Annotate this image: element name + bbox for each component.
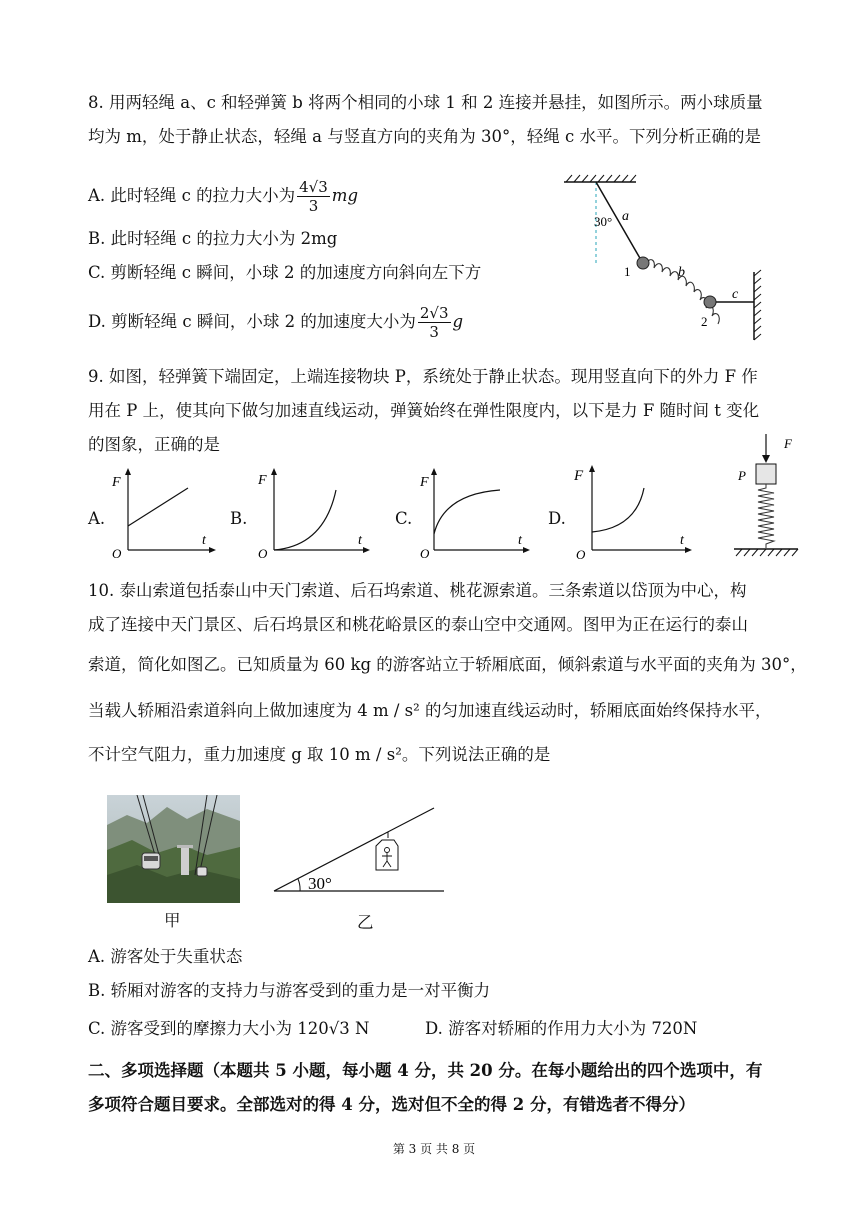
q10-stem-line2: 成了连接中天门景区、后石坞景区和桃花峪景区的泰山空中交通网。图甲为正在运行的泰山 xyxy=(88,615,748,634)
q10-stem-line1: 10. 泰山索道包括泰山中天门索道、后石坞索道、桃花源索道。三条索道以岱顶为中心，构 xyxy=(88,581,747,600)
q8-stem-line1: 8. 用两轻绳 a、c 和轻弹簧 b 将两个相同的小球 1 和 2 连接并悬挂，如图所示。两小球质量 xyxy=(88,93,763,112)
graph-c-f-label: F xyxy=(420,475,429,490)
graph-b-f-label: F xyxy=(258,473,267,488)
page-footer: 第 3 页 共 8 页 xyxy=(392,1142,476,1156)
q10-option-a: A. 游客处于失重状态 xyxy=(88,947,243,966)
graph-a-t-label: t xyxy=(202,533,206,548)
q9-stem-line3: 的图象，正确的是 xyxy=(88,435,220,454)
q8-option-a-fraction xyxy=(297,178,330,215)
q8-option-d-fraction xyxy=(418,304,451,341)
q9-stem-line2: 用在 P 上，使其向下做匀加速直线运动，弹簧始终在弹性限度内，以下是力 F 随时间 t 变化 xyxy=(88,401,760,420)
q9-option-b-label: B. xyxy=(230,509,248,528)
q8-option-a-denominator: 3 xyxy=(308,197,319,215)
q8-option-d-denominator: 3 xyxy=(429,323,439,341)
q9-figure-f-label: F xyxy=(784,436,792,451)
graph-a-f-label: F xyxy=(112,475,121,490)
ceiling xyxy=(564,175,636,182)
ball-2 xyxy=(704,296,716,308)
q8-option-d xyxy=(88,302,463,342)
q10-option-d: D. 游客对轿厢的作用力大小为 720N xyxy=(425,1019,698,1038)
label-ball-1: 1 xyxy=(624,264,631,279)
right-wall xyxy=(754,270,761,340)
q8-figure xyxy=(556,172,776,342)
label-a: a xyxy=(622,209,629,224)
graph-d-origin: O xyxy=(576,547,586,560)
q8-option-a-numerator: 4√3 xyxy=(299,178,328,196)
q8-option-a xyxy=(88,176,358,216)
q8-option-d-suffix: g xyxy=(452,312,464,331)
q8-option-a-prefix: A. 此时轻绳 c 的拉力大小为 xyxy=(88,186,296,205)
q9-graph-b xyxy=(254,466,374,558)
graph-b-origin: O xyxy=(258,546,268,558)
q9-option-a-label: A. xyxy=(88,509,106,528)
q9-option-c-label: C. xyxy=(395,509,413,528)
graph-d-f-label: F xyxy=(574,468,584,484)
q10-stem-line4: 当载人轿厢沿索道斜向上做加速度为 4 m / s² 的匀加速直线运动时，轿厢底面始终保持水平， xyxy=(88,701,772,720)
section2-line2: 多项符合题目要求。全部选对的得 4 分，选对但不全的得 2 分，有错选者不得分） xyxy=(88,1095,695,1114)
q10-option-b: B. 轿厢对游客的支持力与游客受到的重力是一对平衡力 xyxy=(88,981,491,1000)
q8-option-a-suffix: mg xyxy=(331,186,359,205)
q8-option-d-prefix: D. 剪断轻绳 c 瞬间，小球 2 的加速度大小为 xyxy=(88,312,416,331)
q10-stem-line3: 索道，简化如图乙。已知质量为 60 kg 的游客站立于轿厢底面，倾斜索道与水平面的夹角为 30°， xyxy=(88,655,807,674)
q9-graph-a xyxy=(108,466,218,558)
incline-angle-label: 30° xyxy=(308,874,332,893)
q9-stem-line1: 9. 如图，轻弹簧下端固定，上端连接物块 P，系统处于静止状态。现用竖直向下的外力 F 作 xyxy=(88,367,758,386)
incline-figure xyxy=(270,800,450,900)
q8-option-d-numerator: 2√3 xyxy=(419,304,449,322)
section2-line1: 二、多项选择题（本题共 5 小题，每小题 4 分，共 20 分。在每小题给出的四个选项中，有 xyxy=(88,1061,763,1080)
q8-option-c: C. 剪断轻绳 c 瞬间，小球 2 的加速度方向斜向左下方 xyxy=(88,263,482,282)
q9-graph-c xyxy=(418,466,533,558)
label-c: c xyxy=(732,287,739,302)
ball-1 xyxy=(637,257,649,269)
q9-figure-p-label: P xyxy=(738,468,746,483)
label-ball-2: 2 xyxy=(701,314,708,329)
graph-c-origin: O xyxy=(420,546,430,558)
graph-a-origin: O xyxy=(112,546,122,558)
q8-stem-line2: 均为 m，处于静止状态，轻绳 a 与竖直方向的夹角为 30°，轻绳 c 水平。下列分析正确的是 xyxy=(88,127,761,146)
label-b: b xyxy=(678,265,685,280)
graph-c-t-label: t xyxy=(518,533,522,548)
cable-car-photo xyxy=(107,795,240,903)
q10-option-c: C. 游客受到的摩擦力大小为 120√3 N xyxy=(88,1019,370,1038)
q8-option-b: B. 此时轻绳 c 的拉力大小为 2mg xyxy=(88,229,338,248)
angle-label: 30° xyxy=(594,214,613,229)
graph-d-t-label: t xyxy=(680,533,684,548)
fig-yi-caption: 乙 xyxy=(357,913,374,932)
q10-stem-line5: 不计空气阻力，重力加速度 g 取 10 m / s²。下列说法正确的是 xyxy=(88,745,551,764)
q9-figure xyxy=(728,430,808,560)
q9-graph-d xyxy=(574,460,696,560)
q9-option-d-label: D. xyxy=(548,509,566,528)
graph-b-t-label: t xyxy=(358,533,362,548)
fig-jia-caption: 甲 xyxy=(164,911,181,930)
